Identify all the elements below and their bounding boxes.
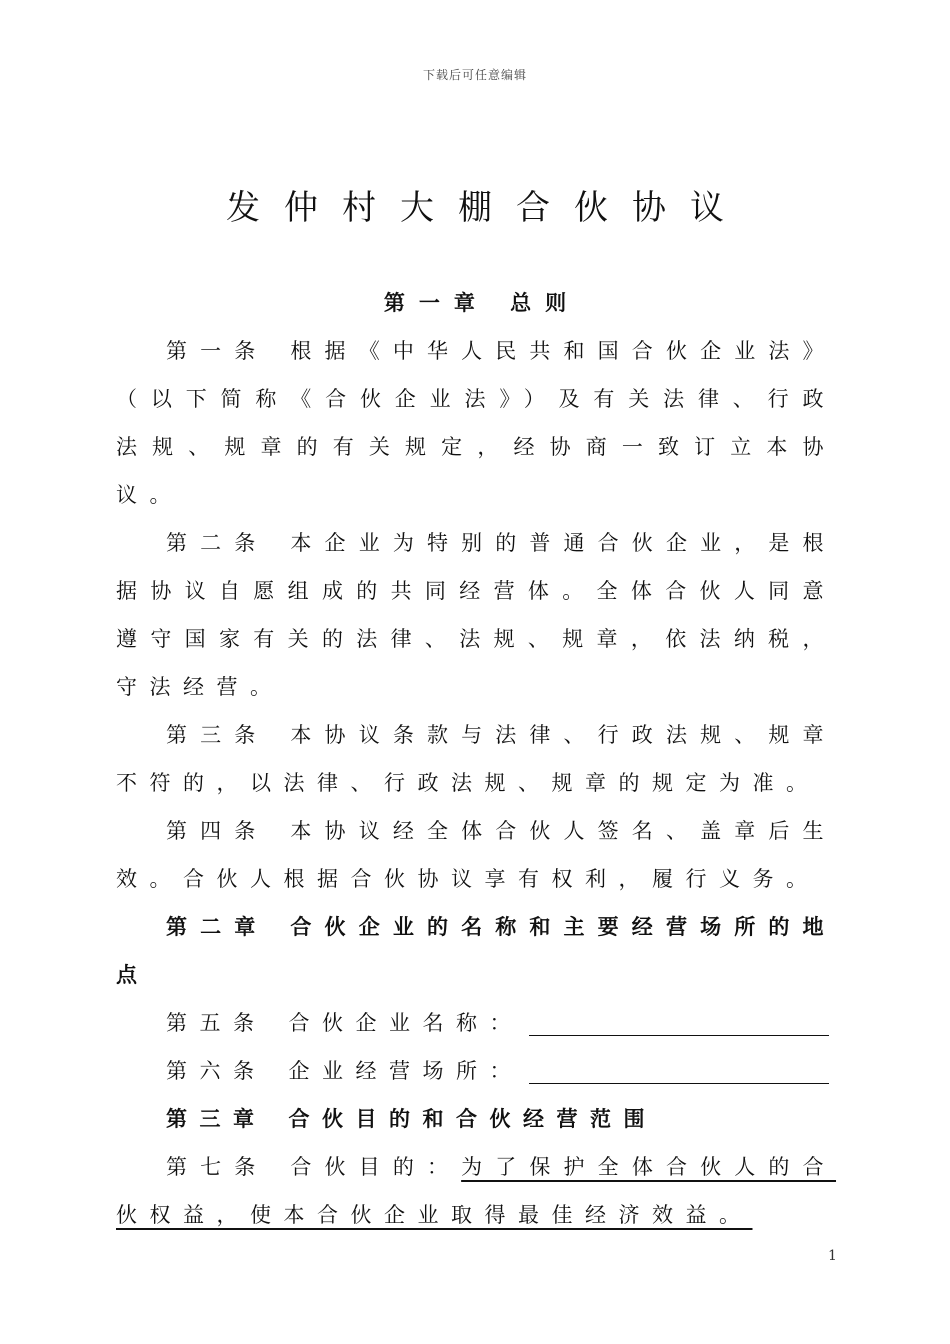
document-title: 发仲村大棚合伙协议 — [226, 188, 748, 228]
article-text: 企业经营场所： — [288, 1059, 523, 1083]
document-body — [116, 327, 836, 1239]
partnership-purpose-filled-text: 为了保护全体合伙人的合伙权益，使本合伙企业取得最佳经济效益。 — [116, 1155, 837, 1227]
article-4 — [116, 807, 836, 903]
page-number: 1 — [828, 1248, 837, 1264]
article-text: 根据《中华人民共和国合伙企业法》（以下简称《合伙企业法》）及有关法律、行政法规、规章的有关规定，经协商一致订立本协议。 — [116, 339, 837, 507]
article-label: 第一条 — [166, 339, 269, 363]
chapter-3-heading — [116, 1095, 836, 1143]
chapter-2-heading — [116, 903, 836, 999]
company-name-blank-line — [529, 1035, 829, 1036]
chapter-label: 第二章 — [166, 915, 269, 939]
article-text: 合伙目的： — [290, 1155, 462, 1179]
article-label: 第四条 — [166, 819, 269, 843]
chapter-1-heading: 第一章 总则 — [383, 291, 581, 315]
article-3 — [116, 711, 836, 807]
article-label: 第五条 — [166, 1011, 267, 1035]
article-label: 第六条 — [166, 1059, 267, 1083]
article-text: 本协议条款与法律、行政法规、规章不符的，以法律、行政法规、规章的规定为准。 — [116, 723, 837, 795]
chapter-title: 合伙目的和合伙经营范围 — [288, 1107, 657, 1131]
article-6 — [116, 1047, 836, 1095]
chapter-label: 第三章 — [166, 1107, 267, 1131]
article-text: 本企业为特别的普通合伙企业，是根据协议自愿组成的共同经营体。全体合伙人同意遵守国家有关的法律、法规、规章，依法纳税，守法经营。 — [116, 531, 837, 699]
article-label: 第七条 — [166, 1155, 269, 1179]
article-1 — [116, 327, 836, 519]
chapter-title: 合伙企业的名称和主要经营场所的地点 — [116, 915, 837, 987]
article-text: 合伙企业名称： — [288, 1011, 523, 1035]
article-text: 本协议经全体合伙人签名、盖章后生效。合伙人根据合伙协议享有权利，履行义务。 — [116, 819, 837, 891]
business-premises-blank-line — [529, 1083, 829, 1084]
article-label: 第三条 — [166, 723, 269, 747]
article-label: 第二条 — [166, 531, 269, 555]
page-header-note: 下载后可任意编辑 — [422, 68, 527, 82]
article-5 — [116, 999, 836, 1047]
article-7 — [116, 1143, 836, 1239]
article-2 — [116, 519, 836, 711]
